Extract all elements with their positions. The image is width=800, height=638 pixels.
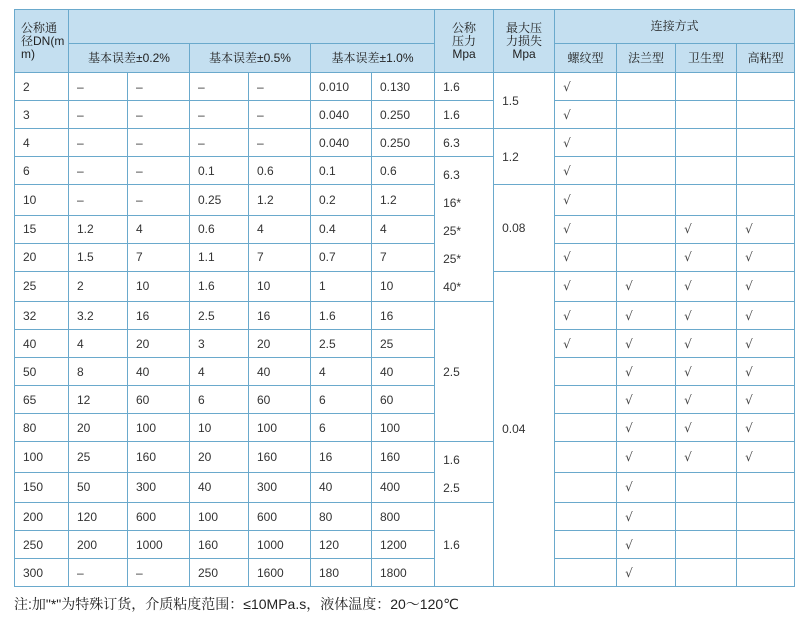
cell-e02: 600 [128,503,190,531]
cell-pressure [435,302,494,442]
check-mark: √ [625,565,633,580]
cell-loss [494,129,555,185]
cell-conn-thread [555,302,617,330]
cell-e05: 600 [249,503,311,531]
cell-conn-viscous [737,157,795,185]
table-row [15,101,795,129]
cell-dn: 25 [15,271,69,302]
cell-conn-thread [555,472,617,503]
check-mark: √ [563,308,571,323]
cell-e05: 3 [190,330,249,358]
table-row [15,472,795,503]
cell-conn-flange [617,442,676,473]
cell-e10: 1.2 [372,185,435,216]
cell-e10: 0.4 [311,215,372,243]
cell-e02: 16 [128,302,190,330]
cell-e02: – [128,73,190,101]
cell-e02: – [69,157,128,185]
cell-conn-flange [617,472,676,503]
check-mark: √ [625,279,633,294]
cell-dn: 65 [15,386,69,414]
cell-pressure [435,442,494,503]
cell-conn-flange [617,129,676,157]
cell-e05: 1000 [249,531,311,559]
cell-e02: – [69,559,128,587]
cell-e02: 10 [128,271,190,302]
check-mark: √ [745,308,753,323]
cell-conn-thread [555,559,617,587]
cell-e05: 16 [249,302,311,330]
check-mark: √ [684,392,692,407]
cell-conn-viscous [737,442,795,473]
header-pressure: 公称压力Mpa [435,10,494,73]
cell-conn-viscous [737,73,795,101]
table-row [15,302,795,330]
table-row [15,442,795,473]
cell-e05: 4 [190,358,249,386]
cell-loss [494,185,555,272]
check-mark: √ [625,392,633,407]
cell-e05: 7 [249,243,311,271]
check-mark: √ [563,336,571,351]
cell-e05: – [249,73,311,101]
cell-e05: 100 [190,503,249,531]
cell-conn-thread [555,358,617,386]
check-mark: √ [563,79,571,94]
cell-conn-flange [617,73,676,101]
cell-conn-viscous [737,330,795,358]
cell-conn-sanitary [676,472,737,503]
cell-conn-sanitary [676,358,737,386]
check-mark: √ [684,308,692,323]
cell-conn-sanitary [676,243,737,271]
cell-e10: 1800 [372,559,435,587]
cell-conn-sanitary [676,503,737,531]
cell-e02: 300 [128,472,190,503]
cell-conn-flange [617,330,676,358]
cell-loss-line: 0.08 [502,220,526,235]
cell-conn-flange [617,101,676,129]
cell-e05: – [190,73,249,101]
table-row [15,330,795,358]
cell-e02: 120 [69,503,128,531]
cell-conn-viscous [737,531,795,559]
check-mark: √ [563,279,571,294]
check-mark: √ [684,222,692,236]
cell-e02: 40 [128,358,190,386]
cell-pressure-line: 25* [443,252,462,266]
footnote: 注:加"*"为特殊订货，介质粘度范围：≤10MPa.s，液体温度：20～120℃ [14,596,459,612]
cell-pressure-line: 6.3 [443,135,460,150]
cell-conn-flange [617,185,676,216]
cell-e10: 0.010 [311,73,372,101]
cell-conn-viscous [737,503,795,531]
cell-conn-thread [555,442,617,473]
cell-e10: 1.6 [311,302,372,330]
cell-conn-sanitary [676,442,737,473]
cell-conn-thread [555,531,617,559]
cell-conn-viscous [737,215,795,243]
cell-conn-thread [555,215,617,243]
check-mark: √ [684,250,692,264]
check-mark: √ [563,163,571,178]
cell-e10: 6 [311,414,372,442]
cell-e10: 40 [311,472,372,503]
cell-pressure-line: 25* [443,224,462,238]
spec-body [15,73,795,587]
check-mark: √ [563,192,571,207]
cell-e05: 100 [249,414,311,442]
cell-e10: 0.250 [372,101,435,129]
cell-e02: 7 [128,243,190,271]
cell-pressure [435,101,494,129]
header-conn-thread: 螺纹型 [555,44,617,73]
cell-conn-viscous [737,414,795,442]
cell-e05: 20 [190,442,249,473]
cell-e05: 40 [249,358,311,386]
cell-e05: 160 [190,531,249,559]
cell-e02: – [128,157,190,185]
check-mark: √ [684,364,692,379]
cell-e10: 100 [372,414,435,442]
check-mark: √ [684,420,692,435]
cell-e02: 60 [128,386,190,414]
check-mark: √ [745,250,753,264]
cell-e02: – [69,129,128,157]
cell-e05: 0.6 [190,215,249,243]
cell-e05: 250 [190,559,249,587]
cell-conn-sanitary [676,386,737,414]
cell-e05: 0.25 [190,185,249,216]
cell-e10: 0.2 [311,185,372,216]
cell-e10: 1200 [372,531,435,559]
check-mark: √ [745,392,753,407]
cell-conn-flange [617,271,676,302]
cell-e02: – [128,101,190,129]
cell-loss-line: 0.04 [502,421,526,436]
cell-conn-sanitary [676,302,737,330]
check-mark: √ [745,336,753,351]
cell-e05: 1.1 [190,243,249,271]
cell-e10: 80 [311,503,372,531]
cell-e05: 60 [249,386,311,414]
cell-conn-viscous [737,358,795,386]
cell-conn-viscous [737,302,795,330]
cell-pressure-line: 1.6 [443,107,460,122]
cell-e10: 0.1 [311,157,372,185]
cell-conn-viscous [737,101,795,129]
cell-e05: 10 [190,414,249,442]
cell-conn-thread [555,503,617,531]
check-mark: √ [563,107,571,122]
check-mark: √ [625,336,633,351]
table-row [15,185,795,216]
cell-conn-flange [617,386,676,414]
cell-e10: 120 [311,531,372,559]
cell-pressure-line: 1.6 [443,537,460,552]
check-mark: √ [684,336,692,351]
cell-e02: – [128,559,190,587]
header-dn: 公称通径DN(mm) [15,10,69,73]
cell-e10: 0.7 [311,243,372,271]
cell-conn-flange [617,215,676,243]
cell-e10: 16 [372,302,435,330]
header-loss: 最大压力损失Mpa [494,10,555,73]
cell-pressure [435,129,494,157]
cell-e02: 160 [128,442,190,473]
cell-loss [494,271,555,587]
cell-e10: 800 [372,503,435,531]
cell-conn-flange [617,243,676,271]
cell-e10: 40 [372,358,435,386]
cell-e10: 6 [311,386,372,414]
cell-conn-flange [617,559,676,587]
check-mark: √ [563,222,571,236]
cell-conn-thread [555,73,617,101]
cell-e05: 160 [249,442,311,473]
cell-dn: 300 [15,559,69,587]
cell-e02: 25 [69,442,128,473]
table-row [15,157,795,185]
check-mark: √ [625,364,633,379]
cell-conn-sanitary [676,531,737,559]
cell-conn-sanitary [676,129,737,157]
cell-e05: 1.2 [249,185,311,216]
cell-e02: 4 [69,330,128,358]
cell-e10: 2.5 [311,330,372,358]
cell-conn-viscous [737,243,795,271]
cell-conn-thread [555,386,617,414]
check-mark: √ [684,279,692,294]
table-row [15,243,795,271]
table-row [15,73,795,101]
cell-e05: 1.6 [190,271,249,302]
table-row [15,503,795,531]
cell-e02: 8 [69,358,128,386]
cell-conn-sanitary [676,157,737,185]
table-row [15,271,795,302]
cell-pressure-line: 1.6 [443,453,460,467]
header-conn-flange: 法兰型 [617,44,676,73]
check-mark: √ [563,250,571,264]
table-row [15,358,795,386]
cell-conn-flange [617,157,676,185]
cell-e10: 4 [372,215,435,243]
cell-dn: 200 [15,503,69,531]
cell-e02: 20 [69,414,128,442]
cell-conn-sanitary [676,73,737,101]
cell-e05: 10 [249,271,311,302]
cell-e02: 200 [69,531,128,559]
check-mark: √ [745,222,753,236]
cell-conn-thread [555,243,617,271]
cell-e10: 10 [372,271,435,302]
cell-e02: – [128,185,190,216]
header-conn-viscous: 高粘型 [737,44,795,73]
cell-e10: 0.130 [372,73,435,101]
cell-pressure [435,73,494,101]
cell-dn: 80 [15,414,69,442]
table-row [15,559,795,587]
cell-conn-thread [555,185,617,216]
cell-conn-thread [555,330,617,358]
cell-conn-thread [555,101,617,129]
cell-pressure-line: 40* [443,280,462,294]
cell-conn-viscous [737,185,795,216]
cell-e02: 50 [69,472,128,503]
cell-e10: 0.040 [311,101,372,129]
cell-conn-sanitary [676,414,737,442]
cell-conn-viscous [737,129,795,157]
cell-conn-flange [617,358,676,386]
cell-e05: 4 [249,215,311,243]
cell-e05: 0.1 [190,157,249,185]
cell-conn-sanitary [676,271,737,302]
header-err-02: 基本误差±0.2% [69,44,190,73]
cell-e10: 400 [372,472,435,503]
cell-pressure [435,157,494,302]
cell-e02: – [128,129,190,157]
check-mark: √ [625,537,633,552]
cell-e02: 3.2 [69,302,128,330]
cell-e10: 180 [311,559,372,587]
cell-pressure-line: 16* [443,196,462,210]
cell-dn: 6 [15,157,69,185]
cell-e10: 0.6 [372,157,435,185]
cell-e05: 0.6 [249,157,311,185]
check-mark: √ [684,449,692,464]
header-conn-sanitary: 卫生型 [676,44,737,73]
cell-e02: – [69,101,128,129]
cell-conn-thread [555,414,617,442]
cell-dn: 32 [15,302,69,330]
cell-e02: 12 [69,386,128,414]
table-row [15,129,795,157]
cell-e02: 1.5 [69,243,128,271]
cell-e10: 0.250 [372,129,435,157]
cell-e02: – [69,73,128,101]
cell-pressure-line: 2.5 [443,481,460,495]
cell-dn: 15 [15,215,69,243]
cell-conn-thread [555,271,617,302]
cell-loss [494,73,555,129]
cell-e02: 4 [128,215,190,243]
cell-dn: 250 [15,531,69,559]
cell-e10: 7 [372,243,435,271]
cell-pressure-line: 1.6 [443,79,460,94]
cell-dn: 100 [15,442,69,473]
cell-conn-thread [555,157,617,185]
cell-e02: 1000 [128,531,190,559]
cell-conn-sanitary [676,215,737,243]
cell-e02: – [69,185,128,216]
cell-pressure-line: 6.3 [443,168,460,182]
cell-dn: 50 [15,358,69,386]
table-row [15,414,795,442]
cell-conn-viscous [737,271,795,302]
check-mark: √ [625,509,633,524]
cell-conn-flange [617,302,676,330]
cell-e05: – [249,129,311,157]
cell-conn-sanitary [676,185,737,216]
cell-e05: – [249,101,311,129]
cell-e10: 60 [372,386,435,414]
cell-pressure [435,503,494,587]
cell-dn: 10 [15,185,69,216]
check-mark: √ [745,279,753,294]
cell-dn: 150 [15,472,69,503]
check-mark: √ [625,308,633,323]
table-row [15,386,795,414]
cell-loss-line: 1.2 [502,149,519,164]
cell-conn-sanitary [676,101,737,129]
check-mark: √ [745,449,753,464]
spec-table [14,9,795,587]
cell-e10: 16 [311,442,372,473]
check-mark: √ [745,420,753,435]
check-mark: √ [745,364,753,379]
header-connection: 连接方式 [555,10,795,44]
cell-conn-sanitary [676,330,737,358]
cell-dn: 20 [15,243,69,271]
cell-dn: 40 [15,330,69,358]
cell-e02: 2 [69,271,128,302]
cell-conn-viscous [737,386,795,414]
cell-e05: 40 [190,472,249,503]
cell-dn: 4 [15,129,69,157]
cell-e10: 4 [311,358,372,386]
check-mark: √ [625,449,633,464]
header-err-05: 基本误差±0.5% [190,44,311,73]
cell-dn: 2 [15,73,69,101]
cell-e02: 20 [128,330,190,358]
cell-e05: – [190,129,249,157]
check-mark: √ [625,420,633,435]
check-mark: √ [625,480,633,495]
cell-e10: 1 [311,271,372,302]
cell-e05: 2.5 [190,302,249,330]
cell-conn-sanitary [676,559,737,587]
cell-e05: 1600 [249,559,311,587]
cell-e05: 6 [190,386,249,414]
cell-conn-flange [617,414,676,442]
header-err-10: 基本误差±1.0% [311,44,435,73]
cell-conn-flange [617,531,676,559]
cell-e10: 25 [372,330,435,358]
check-mark: √ [563,135,571,150]
table-row [15,215,795,243]
cell-e05: 300 [249,472,311,503]
cell-conn-thread [555,129,617,157]
cell-e02: 1.2 [69,215,128,243]
cell-e05: 20 [249,330,311,358]
cell-e10: 160 [372,442,435,473]
cell-conn-flange [617,503,676,531]
cell-conn-viscous [737,472,795,503]
cell-e05: – [190,101,249,129]
cell-conn-viscous [737,559,795,587]
cell-e10: 0.040 [311,129,372,157]
cell-dn: 3 [15,101,69,129]
cell-e02: 100 [128,414,190,442]
cell-pressure-line: 2.5 [443,364,460,379]
table-row [15,531,795,559]
header-error-group [69,10,435,44]
cell-loss-line: 1.5 [502,93,519,108]
